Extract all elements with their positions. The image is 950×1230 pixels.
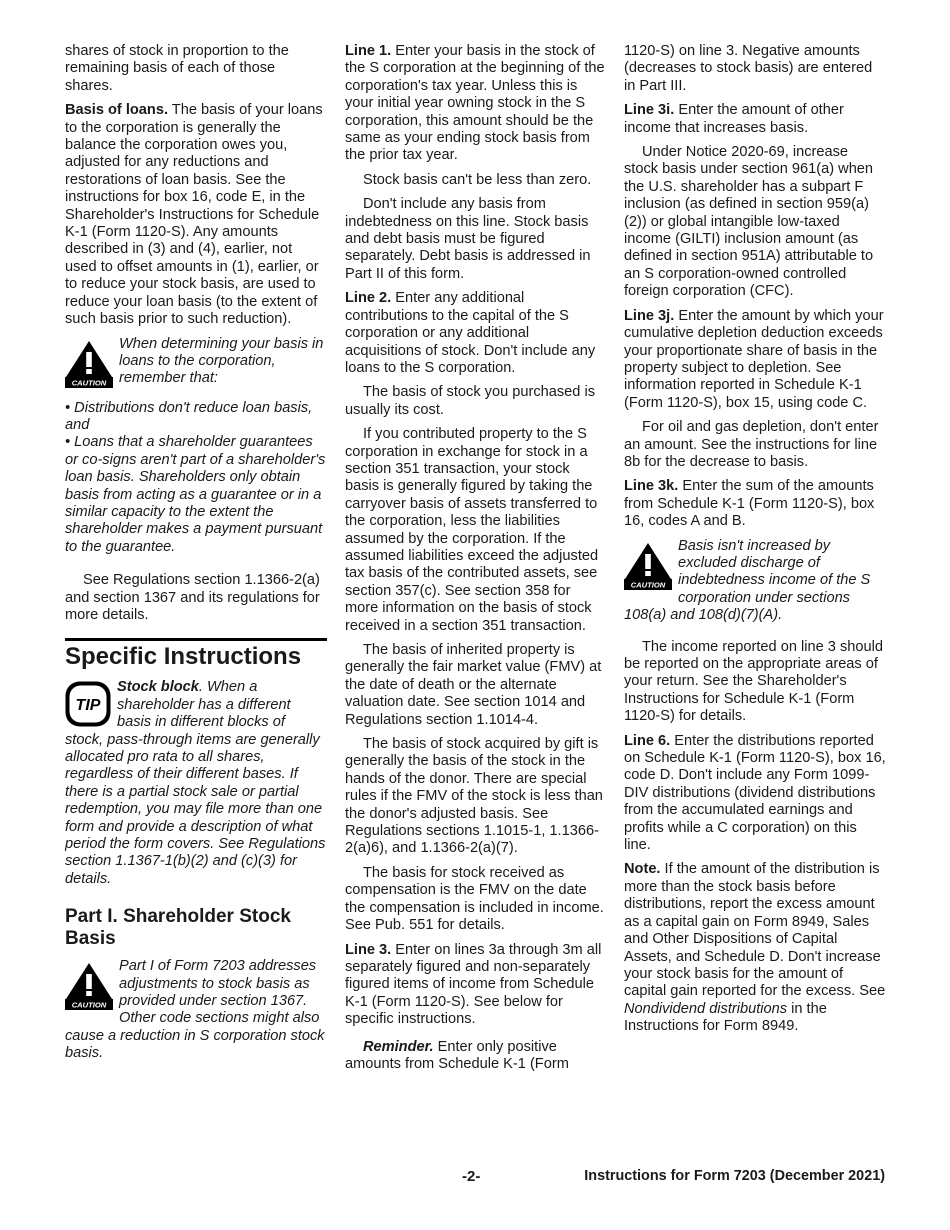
- paragraph: The basis of stock acquired by gift is generally the basis of the stock in the hands of the donor. There are special rules if the FMV of the stock is less than the donor's adjusted basis. See Regulations sections 1.1015-1, 1.1366-2(a)6), and 1.1366-2(a)(7).: [345, 736, 603, 857]
- basis-of-loans-paragraph: [65, 102, 327, 328]
- heading-inline: Line 1.: [345, 43, 392, 59]
- paragraph: Stock basis can't be less than zero.: [363, 171, 592, 188]
- paragraph: The basis of inherited property is generally the fair market value (FMV) at the date of death or the alternate valuation date. See section 1014 and Regulations section 1.1014-4.: [345, 642, 602, 728]
- heading-inline: Line 3j.: [624, 307, 675, 324]
- part-title: Part I. Shareholder Stock Basis: [65, 906, 291, 950]
- heading-inline: Line 3i.: [624, 102, 675, 119]
- paragraph-text: Enter your basis in the stock of the S corporation at the beginning of the corporation's tax year. Unless this is your initial year owning stock in the S corporation, this amount should be the same as your ending stock basis from the prior tax year.: [345, 43, 605, 164]
- paragraph-text: Enter the sum of the amounts from Schedule K-1 (Form 1120-S), box 16, codes A and B.: [624, 478, 875, 530]
- paragraph-text: in the Instructions for Form 8949.: [624, 1000, 827, 1035]
- line-3-paragraph: [345, 942, 607, 1029]
- reminder-paragraph: [345, 1039, 607, 1074]
- paragraph: shares of stock in proportion to the remaining basis of each of those shares.: [65, 43, 289, 94]
- footer-title: Instructions for Form 7203 (December 2021): [584, 1168, 885, 1184]
- paragraph-text: Enter the amount by which your cumulative depletion deduction exceeds your proportionate share of basis in the property subject to depletion. See information reported in Schedule K-1 (Form 1120-S), box 15, using code C.: [624, 307, 884, 411]
- heading-inline: Note.: [624, 861, 661, 878]
- heading-inline: Line 2.: [345, 290, 392, 307]
- heading-inline: Reminder.: [363, 1038, 434, 1055]
- caution-icon: [65, 340, 113, 388]
- list-item: • Distributions don't reduce loan basis, and: [65, 399, 313, 433]
- heading-inline: Line 3k.: [624, 478, 679, 495]
- column-left: [65, 43, 327, 1073]
- heading-inline: Line 3.: [345, 941, 392, 958]
- paragraph: The income reported on line 3 should be reported on the appropriate areas of your return. See the Shareholder's Instructions for Schedule K-1 (Form 1120-S) for details.: [624, 638, 883, 725]
- tip-icon-label: TIP: [75, 697, 101, 715]
- tip-heading: Stock block: [117, 679, 199, 696]
- column-right: [624, 43, 886, 1043]
- line-2-paragraph: [345, 290, 607, 377]
- list-item: • Loans that a shareholder guarantees or co-signs aren't part of a shareholder's loan basis. Shareholders only obtain basis from acting as a guarantee or in a similar capacity to the extent the shareholder makes a payment pursuant to the guarantee.: [65, 434, 326, 555]
- caution-text: When determining your basis in loans to the corporation, remember that:: [119, 335, 324, 387]
- section-title: Specific Instructions: [65, 643, 302, 671]
- paragraph-text: Enter any additional contributions to the capital of the S corporation or any additional acquisitions of stock. Don't include any loans to the S corporation.: [345, 290, 596, 376]
- heading-inline: Line 6.: [624, 732, 671, 749]
- caution-note: [65, 958, 327, 1062]
- paragraph: The basis for stock received as compensation is the FMV on the date the compensation is included in income. See Pub. 551 for details.: [345, 864, 604, 934]
- heading-inline: Basis of loans.: [65, 102, 168, 119]
- caution-icon: [624, 542, 672, 590]
- paragraph: For oil and gas depletion, don't enter an amount. See the instructions for line 8b for the decrease to basis.: [624, 419, 879, 470]
- caution-icon-label: CAUTION: [71, 378, 107, 387]
- paragraph: If you contributed property to the S corporation in exchange for stock in a section 351 transaction, your stock basis is generally figured by taking the carryover basis of assets transferred to the corporation, less the liabilities assumed by the corporation. If the assumed liabilities exceed the adjusted tax basis of the contributed assets, see section 357(c). See section 358 for more information on the basis of stock received in a section 351 transaction.: [345, 426, 599, 634]
- tip-note: [65, 679, 327, 888]
- caution-note: [65, 336, 327, 390]
- paragraph-text: Enter the distributions reported on Schedule K-1 (Form 1120-S), box 16, code D. Don't include any Form 1099-DIV distributions (dividend distributions from the accumulated earnings and profits while a C corporation) on this line.: [624, 732, 886, 854]
- section-divider: [65, 638, 327, 641]
- caution-text: Part I of Form 7203 addresses adjustments to stock basis as provided under section 1367. Other code sections might also cause a reduction in S corporation stock basis.: [65, 958, 325, 1062]
- column-middle: [345, 43, 607, 1080]
- italic-reference: Nondividend distributions: [624, 1000, 788, 1017]
- tip-icon: [65, 681, 111, 727]
- caution-text: Basis isn't increased by excluded discharge of indebtedness income of the S corporation under sections 108(a) and 108(d)(7)(A).: [624, 537, 871, 624]
- paragraph: Under Notice 2020-69, increase stock basis under section 961(a) when the U.S. shareholder has a subpart F inclusion (as defined in section 959(a)(2)) or global intangible low-taxed income (GILTI) inclusion amount (as defined in section 951A) attributable to an S corporation-owned controlled foreign corporation (CFC).: [624, 144, 874, 300]
- caution-icon-label: CAUTION: [630, 580, 666, 590]
- caution-note: [624, 538, 886, 625]
- paragraph-text: Enter on lines 3a through 3m all separately figured and non-separately figured items of income from Schedule K-1 (Form 1120-S). See below for specific instructions.: [345, 941, 602, 1028]
- paragraph: See Regulations section 1.1366-2(a) and section 1367 and its regulations for more details.: [65, 572, 320, 623]
- paragraph: 1120-S) on line 3. Negative amounts (decreases to stock basis) are entered in Part III.: [624, 43, 873, 94]
- line-3k-paragraph: [624, 478, 886, 530]
- paragraph: The basis of stock you purchased is usually its cost.: [345, 384, 595, 418]
- bullet-list: [65, 400, 327, 557]
- paragraph-text: Enter only positive amounts from Schedule K-1 (Form: [345, 1038, 569, 1072]
- paragraph-text: Enter the amount of other income that increases basis.: [624, 102, 844, 136]
- paragraph: Don't include any basis from indebtedness on this line. Stock basis and debt basis must be figured separately. Debt basis is addressed in Part II of this form.: [345, 196, 591, 282]
- paragraph-text: The basis of your loans to the corporation is generally the balance the corporation owes you, adjusted for any reductions and restorations of loan basis. See the instructions for box 16, code E, in the Shareholder's Instructions for Schedule K-1 (Form 1120-S). Any amounts described in (3) and (4), earlier, not used to offset amounts in (1), earlier, or to reduce your stock basis, are used to reduce your loan basis (to the extent of such basis prior to such reduction).: [65, 102, 323, 328]
- paragraph-text: If the amount of the distribution is more than the stock basis before distributions, report the excess amount as a capital gain on Form 8949, Sales and Other Dispositions of Capital Assets, and Schedule D. Don't increase your stock basis for the amount of capital gain reported for the excess. See: [624, 861, 886, 1000]
- caution-icon: [65, 962, 113, 1010]
- line-3j-paragraph: [624, 308, 886, 412]
- page-number: -2-: [462, 1168, 481, 1185]
- tip-text: . When a shareholder has a different basis in different blocks of stock, pass-through items are generally allocated pro rata to all shares, regardless of their different bases. If there is a partial stock sale or partial redemption, you may file more than one form and provide a description of what period the form covers. See Regulations section 1.1367-1(b)(2) and (c)(3) for details.: [65, 679, 326, 887]
- line-3i-paragraph: [624, 102, 886, 137]
- caution-icon-label: CAUTION: [71, 1000, 107, 1010]
- line-6-paragraph: [624, 733, 886, 855]
- note-paragraph: [624, 861, 886, 1035]
- line-1-paragraph: [345, 43, 607, 165]
